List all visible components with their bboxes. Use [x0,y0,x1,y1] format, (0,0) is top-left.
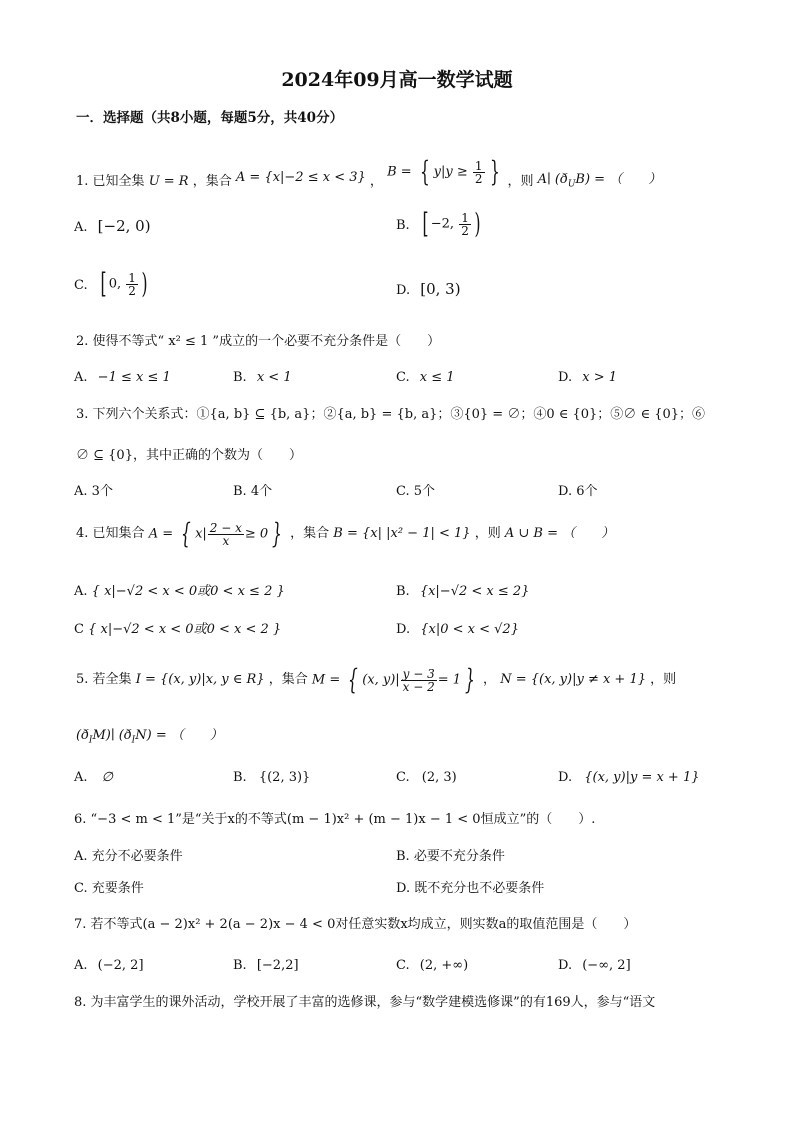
q5-set-m-post: = 1 [437,672,462,688]
q5-expr-a: (ð [76,728,89,743]
q7-option-b-value: [−2,2] [256,958,299,973]
q3-option-c-value: 5个 [413,484,436,499]
q4-option-a-label: A. [74,584,88,599]
q2-option-b [233,370,292,386]
q3-option-a-label: A. [74,484,88,499]
q4-option-b-value: {x|−√2 < x ≤ 2} [419,584,530,599]
q1-text-c: ，则 [507,174,534,190]
q3-option-d-label: D. [558,484,573,499]
q5-frac-num: y − 3 [402,666,435,681]
q7-option-a-value: (−2, 2] [97,958,144,973]
q5-option-a-label: A. [74,770,88,785]
question-2: 2. 使得不等式“ x² ≤ 1 ”成立的一个必要不充分条件是（ ） [76,334,441,349]
q6-option-a-value: 充分不必要条件 [91,849,183,864]
q5-option-c [396,770,457,786]
q3-option-c-label: C. [396,484,410,499]
q3-option-a [74,484,113,500]
q2-option-b-value: x < 1 [256,370,292,385]
q3-option-a-value: 3个 [91,484,113,499]
q5-expr-c: N) = （ ） [135,728,223,743]
q4-text-c: ，则 [474,526,501,541]
q1-expr-sub: U [567,179,576,190]
q4-frac-num: 2 − x [209,520,242,535]
q6-option-b-label: B. [396,849,410,864]
q1-text-a: 1. 已知全集 [76,174,145,190]
q3-option-c [396,484,435,500]
q6-option-c-value: 充要条件 [91,881,144,896]
q1-option-c-num: 1 [128,270,136,285]
q4-expression: A ∪ B = （ ） [504,526,615,541]
q1-option-d-value: [0, 3) [420,280,461,298]
q1-option-b-den: 2 [461,223,469,238]
q4-option-d-label: D. [396,622,411,637]
q7-option-b-label: B. [233,958,247,973]
q1-option-b-label: B. [396,218,410,233]
section-heading: 一．选择题（共8小题，每题5分，共40分） [76,110,344,126]
page-title: 2024年09月高一数学试题 [281,69,513,91]
q6-option-c [74,881,144,897]
q6-option-d-label: D. [396,881,411,896]
q5-option-a [74,770,113,786]
question-3-line-2: ∅ ⊆ {0}，其中正确的个数为（ ） [76,448,302,463]
question-7: 7. 若不等式(a − 2)x² + 2(a − 2)x − 4 < 0对任意实数x均成立，则实数a的取值范围是（ ） [74,917,637,932]
q5-expr-sub1: I [88,735,93,746]
q3-option-b [233,484,272,500]
q4-option-c [74,622,281,638]
q1-option-c-label: C. [74,278,88,293]
q1-option-b-num: 1 [461,210,469,225]
q4-text-b: ，集合 [290,526,330,541]
q2-option-c-label: C. [396,370,410,385]
q2-option-a [74,370,171,386]
q4-set-a: A = { x| $\frac{2 - x}{x}$ ≥ 0 } [148,517,282,550]
q5-option-d [558,770,700,786]
q5-expression [76,728,223,749]
q2-option-c-value: x ≤ 1 [419,370,455,385]
question-8: 8. 为丰富学生的课外活动，学校开展了丰富的选修课，参与“数学建模选修课”的有169人，参与“语文 [74,995,656,1010]
q6-option-b-value: 必要不充分条件 [413,849,505,864]
q1-option-a-label: A. [74,220,88,235]
q1-option-d [396,281,461,299]
q5-option-c-value: (2, 3) [421,770,457,785]
q1-option-c-den: 2 [128,283,136,298]
q7-option-b [233,958,299,974]
q5-frac-den: x − 2 [402,679,435,694]
q1-set-b: B = { y|y ≥ $\frac{1}{2}$ } [387,155,500,189]
q6-option-a-label: A. [74,849,88,864]
q2-option-d-value: x > 1 [582,370,617,385]
q5-text-a: 5. 若全集 [76,672,132,687]
q1-universal-set: U = R [148,174,189,190]
question-3-line-1: 3. 下列六个关系式：①{a, b} ⊆ {b, a}；②{a, b} = {b, a}；③{0} = ∅；④0 ∈ {0}；⑤∅ ∈ {0}；⑥ [76,407,706,422]
q4-set-b: B = {x| |x² − 1| < 1} [333,526,471,541]
q5-option-d-label: D. [558,770,573,785]
q1-option-b: B. [ −2, $\frac{1}{2}$ ) [396,207,481,240]
q2-option-d [558,370,617,386]
q3-option-b-label: B. [233,484,247,499]
question-5 [76,663,677,706]
q2-option-b-label: B. [233,370,247,385]
q1-expression [538,172,662,193]
q4-option-b [396,584,529,600]
q4-option-c-value: { x|−√2 < x < 0或0 < x < 2 } [88,622,282,637]
q7-option-a [74,958,144,974]
q1-option-b-pre: −2, [430,216,459,232]
q1-option-c-pre: 0, [108,276,126,292]
q5-option-d-value: {(x, y)|y = x + 1} [584,770,700,785]
q1-expr: A∣ (ð [537,172,568,187]
q7-option-c-value: (2, +∞) [419,958,469,973]
q4-option-c-label: C [74,622,84,637]
q5-comma: ， [483,672,497,687]
q5-set-m: M = { (x, y)| $\frac{y - 3}{x - 2}$ = 1 } [311,663,475,696]
q5-option-b-label: B. [233,770,247,785]
q5-option-b [233,770,310,786]
q5-set-i: I = {(x, y)|x, y ∈ R} [135,672,265,687]
q5-option-b-value: {(2, 3)} [258,770,311,785]
q6-option-d [396,881,544,897]
q1-text-b: ，集合 [192,174,232,190]
q1-option-a-value: [−2, 0) [97,217,151,235]
q1-half-den: 2 [474,171,483,186]
question-4 [76,517,615,560]
q4-option-a [74,584,285,600]
question-1 [76,152,661,196]
q6-option-a [74,849,183,865]
q1-set-a: A = {x|−2 ≤ x < 3} [235,170,366,186]
q2-option-a-value: −1 ≤ x ≤ 1 [97,370,171,385]
q4-set-a-post: ≥ 0 [244,526,269,542]
q4-text-a: 4. 已知集合 [76,526,145,541]
q1-expr-end: B) = （ ） [575,172,662,187]
q1-set-b-mid: y|y ≥ [433,164,472,180]
q5-set-n: N = {(x, y)|y ≠ x + 1} [500,672,647,687]
q2-option-c [396,370,455,386]
q7-option-d [558,958,631,974]
q7-option-c-label: C. [396,958,410,973]
q5-expr-sub2: I [131,735,136,746]
q1-option-c: C. [ 0, $\frac{1}{2}$ ) [74,267,148,300]
q4-option-d [396,622,519,638]
q1-set-b-left: B = [387,164,416,180]
q5-set-m-pre: M = [311,672,345,688]
q4-set-a-x: x| [195,526,207,542]
q3-option-d-value: 6个 [576,484,598,499]
q7-option-a-label: A. [74,958,88,973]
q6-option-c-label: C. [74,881,88,896]
q4-option-b-label: B. [396,584,410,599]
q5-option-a-value: ∅ [101,770,113,785]
q4-option-d-value: {x|0 < x < √2} [420,622,519,637]
q3-option-b-value: 4个 [250,484,273,499]
q7-option-d-label: D. [558,958,573,973]
q3-option-d [558,484,598,500]
q5-option-c-label: C. [396,770,410,785]
q5-expr-b: M)∣ (ð [92,728,132,743]
q1-comma: ， [369,174,383,190]
q4-set-a-pre: A = [148,526,178,542]
q7-option-c [396,958,468,974]
q1-option-a [74,218,151,236]
q1-half-num: 1 [474,158,483,173]
q2-option-a-label: A. [74,370,88,385]
q6-option-b [396,849,505,865]
q5-text-b: ，集合 [268,672,308,687]
q2-option-d-label: D. [558,370,573,385]
q5-text-c: ，则 [650,672,677,687]
q7-option-d-value: (−∞, 2] [582,958,631,973]
question-6: 6. “−3 < m < 1”是“关于x的不等式(m − 1)x² + (m − 1)x − 1 < 0恒成立”的（ ）. [74,812,596,827]
q4-frac-den: x [222,533,230,548]
q6-option-d-value: 既不充分也不必要条件 [414,881,545,896]
q1-option-d-label: D. [396,283,411,298]
q5-set-m-x: (x, y)| [362,672,400,688]
q4-option-a-value: { x|−√2 < x < 0或0 < x ≤ 2 } [91,584,285,599]
